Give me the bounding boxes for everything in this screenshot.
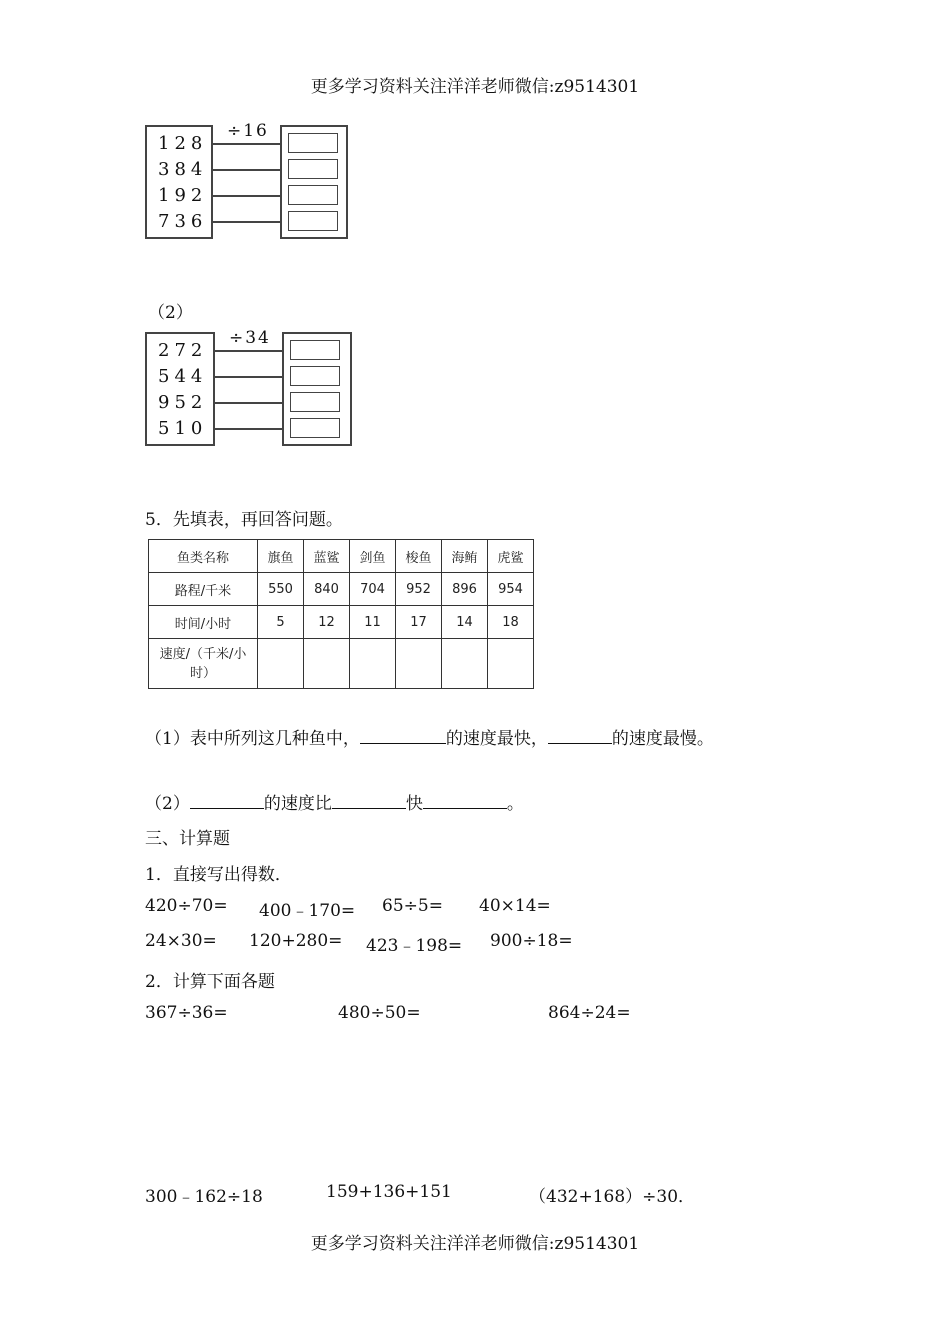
question-5-sub-1 [145, 724, 714, 749]
expression: 420÷70= [145, 896, 228, 916]
sub-text: （2） [145, 794, 190, 814]
answer-box[interactable] [290, 392, 340, 412]
answer-box[interactable] [290, 340, 340, 360]
sub-text: 的速度最慢。 [611, 729, 714, 749]
part-label: （2） [148, 303, 193, 323]
table-header-cell: 虎鲨 [488, 540, 534, 573]
page-header: 更多学习资料关注洋洋老师微信:z9514301 [310, 77, 640, 97]
table-cell: 17 [396, 606, 442, 639]
dividend-number: 128 [158, 133, 208, 154]
division-diagram-1 [145, 119, 350, 244]
table-header-cell: 梭鱼 [396, 540, 442, 573]
dividend-number: 952 [158, 392, 208, 413]
expression: 400﹣170= [259, 901, 356, 921]
table-cell: 896 [442, 573, 488, 606]
table-cell: 时间/小时 [149, 606, 258, 639]
connector-line [211, 195, 281, 197]
dividend-number: 510 [158, 418, 208, 439]
question-2-title: 2．计算下面各题 [145, 972, 275, 992]
answer-box[interactable] [288, 211, 338, 231]
fill-blank[interactable] [360, 725, 446, 744]
table-header-cell: 剑鱼 [350, 540, 396, 573]
table-cell: 550 [258, 573, 304, 606]
expression: （432+168）÷30． [529, 1187, 696, 1207]
answer-box[interactable] [290, 418, 340, 438]
operator-label: ÷16 [227, 121, 269, 141]
table-cell: 路程/千米 [149, 573, 258, 606]
sub-text: 快 [405, 794, 423, 814]
sub-text: 的速度比 [263, 794, 332, 814]
table-cell: 14 [442, 606, 488, 639]
table-cell: 5 [258, 606, 304, 639]
division-diagram-2 [145, 326, 355, 451]
table-cell: 704 [350, 573, 396, 606]
dividend-number: 544 [158, 366, 208, 387]
answer-box[interactable] [290, 366, 340, 386]
dividend-number: 736 [158, 211, 208, 232]
fill-blank[interactable] [190, 790, 264, 809]
fill-blank[interactable] [548, 725, 612, 744]
table-header-cell: 蓝鲨 [304, 540, 350, 573]
question-5-title: 5．先填表，再回答问题。 [145, 510, 343, 530]
expression: 40×14= [479, 896, 551, 916]
connector-line [213, 402, 283, 404]
sub-text: 。 [506, 794, 524, 814]
expression: 480÷50= [338, 1003, 421, 1023]
answer-box[interactable] [288, 159, 338, 179]
operator-label: ÷34 [229, 328, 271, 348]
connector-line [211, 143, 281, 145]
connector-line [213, 428, 283, 430]
table-header-cell: 海鲔 [442, 540, 488, 573]
expression: 423﹣198= [366, 936, 463, 956]
table-cell: 952 [396, 573, 442, 606]
sub-text: 的速度最快， [445, 729, 548, 749]
table-cell-empty[interactable] [258, 639, 304, 689]
fill-blank[interactable] [423, 790, 507, 809]
expression: 159+136+151 [326, 1182, 452, 1202]
table-cell: 11 [350, 606, 396, 639]
table-cell-empty[interactable] [304, 639, 350, 689]
page-footer: 更多学习资料关注洋洋老师微信:z9514301 [310, 1234, 640, 1254]
table-row [149, 606, 534, 639]
table-row [149, 573, 534, 606]
connector-line [211, 221, 281, 223]
connector-line [213, 376, 283, 378]
section-title: 三、计算题 [145, 829, 230, 849]
table-header-cell: 鱼类名称 [149, 540, 258, 573]
sub-text: （1）表中所列这几种鱼中， [145, 729, 360, 749]
table-cell-empty[interactable] [396, 639, 442, 689]
expression: 65÷5= [382, 896, 443, 916]
expression: 864÷24= [548, 1003, 631, 1023]
expression: 900÷18= [490, 931, 573, 951]
table-cell: 954 [488, 573, 534, 606]
table-row [149, 639, 534, 689]
table-cell: 12 [304, 606, 350, 639]
table-cell-empty[interactable] [442, 639, 488, 689]
dividend-number: 192 [158, 185, 208, 206]
table-cell-empty[interactable] [488, 639, 534, 689]
question-5-sub-2 [145, 789, 524, 814]
dividend-number: 272 [158, 340, 208, 361]
answer-box[interactable] [288, 133, 338, 153]
expression: 367÷36= [145, 1003, 228, 1023]
table-header-cell: 旗鱼 [258, 540, 304, 573]
question-1-title: 1．直接写出得数． [145, 865, 292, 885]
expression: 24×30= [145, 931, 217, 951]
table-cell: 18 [488, 606, 534, 639]
table-cell: 840 [304, 573, 350, 606]
table-header-row [149, 540, 534, 573]
table-cell-empty[interactable] [350, 639, 396, 689]
fill-blank[interactable] [332, 790, 406, 809]
connector-line [211, 169, 281, 171]
answer-box[interactable] [288, 185, 338, 205]
expression: 120+280= [249, 931, 343, 951]
connector-line [213, 350, 283, 352]
fish-speed-table [148, 539, 534, 689]
expression: 300﹣162÷18 [145, 1187, 263, 1207]
table-cell: 速度/（千米/小时） [149, 639, 258, 689]
dividend-number: 384 [158, 159, 208, 180]
